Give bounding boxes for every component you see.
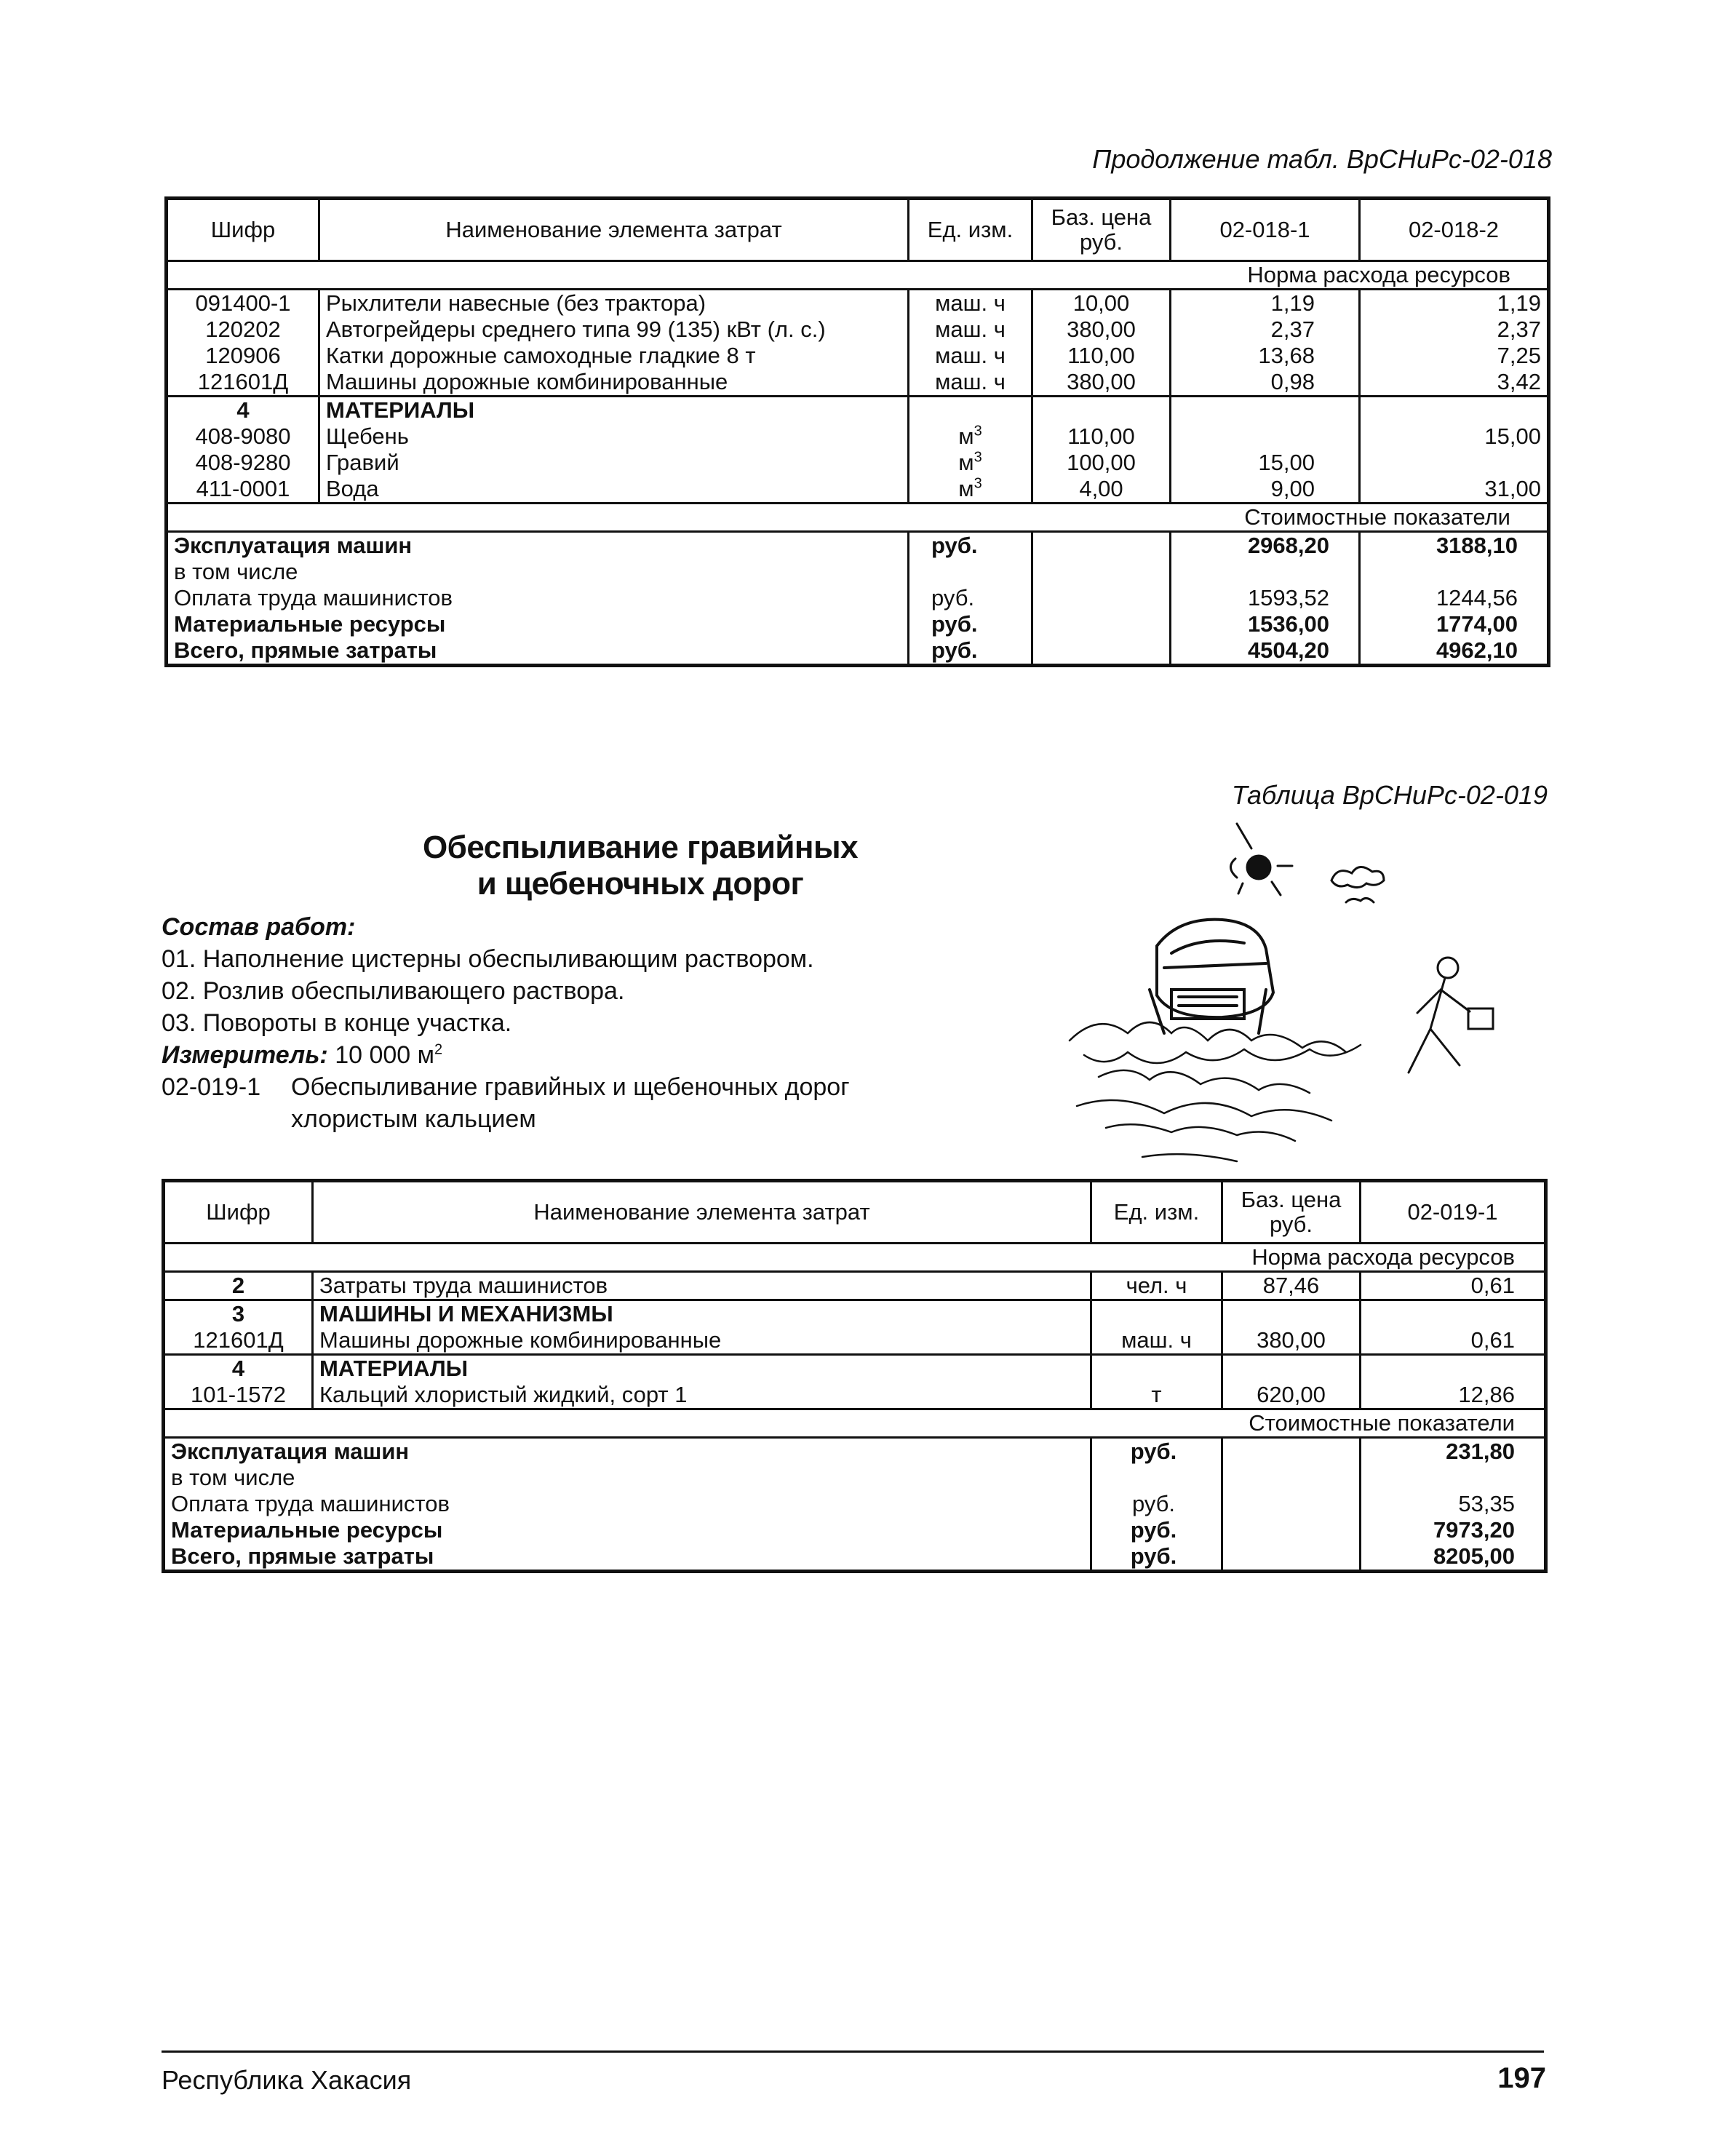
cell-name: Гравий bbox=[319, 450, 909, 476]
cell-name: Щебень bbox=[319, 423, 909, 450]
cell-unit: маш. ч bbox=[909, 290, 1032, 317]
cell-value-1: 1,19 bbox=[1171, 290, 1360, 317]
cell-value-2: 2,37 bbox=[1360, 317, 1549, 343]
table1-norm-row bbox=[167, 261, 1549, 290]
summary-name: Эксплуатация машин bbox=[167, 532, 909, 560]
summary-value-1: 4504,20 bbox=[1171, 637, 1360, 666]
cell-price: 10,00 bbox=[1032, 290, 1171, 317]
cell-value-1 bbox=[1361, 1355, 1546, 1383]
cell-price: 110,00 bbox=[1032, 343, 1171, 369]
table-row bbox=[164, 1355, 1546, 1383]
summary-row bbox=[167, 559, 1549, 585]
summary-row bbox=[164, 1543, 1546, 1572]
item-desc bbox=[291, 1071, 850, 1135]
header-col2: 02-018-2 bbox=[1360, 199, 1549, 261]
running-man-icon bbox=[1409, 958, 1493, 1073]
summary-value-1: 231,80 bbox=[1361, 1438, 1546, 1465]
cell-price bbox=[1222, 1355, 1361, 1383]
header-code: Шифр bbox=[167, 199, 319, 261]
summary-name: Всего, прямые затраты bbox=[164, 1543, 1091, 1572]
table-02-019 bbox=[162, 1179, 1548, 1573]
work-description bbox=[162, 911, 850, 1135]
cell-price bbox=[1222, 1438, 1361, 1465]
cost-label: Стоимостные показатели bbox=[1171, 504, 1549, 532]
footer-divider bbox=[162, 2050, 1544, 2053]
cell-unit bbox=[909, 397, 1032, 424]
table1-materials bbox=[167, 397, 1549, 504]
summary-value-1: 1593,52 bbox=[1171, 585, 1360, 611]
summary-value-1: 53,35 bbox=[1361, 1491, 1546, 1517]
cell-value-2 bbox=[1360, 397, 1549, 424]
summary-row bbox=[164, 1465, 1546, 1491]
summary-unit bbox=[1091, 1465, 1222, 1491]
table1-cost-row bbox=[167, 504, 1549, 532]
item-code: 02-019-1 bbox=[162, 1073, 261, 1101]
item-line bbox=[162, 1071, 850, 1135]
cell-code: 3 bbox=[164, 1300, 313, 1328]
table-row bbox=[167, 423, 1549, 450]
cell-code: 121601Д bbox=[164, 1327, 313, 1355]
unit-sup: 3 bbox=[974, 423, 982, 439]
meter-label: Измеритель: bbox=[162, 1041, 328, 1069]
header-price: Баз. цена руб. bbox=[1222, 1181, 1361, 1244]
summary-value-2 bbox=[1360, 559, 1549, 585]
cell-value-1 bbox=[1171, 423, 1360, 450]
truck-icon bbox=[1150, 920, 1273, 1033]
table1-summary bbox=[167, 532, 1549, 666]
summary-row bbox=[167, 532, 1549, 560]
cell-unit bbox=[909, 423, 1032, 450]
cell-code: 120202 bbox=[167, 317, 319, 343]
summary-value-2: 4962,10 bbox=[1360, 637, 1549, 666]
summary-value-2: 3188,10 bbox=[1360, 532, 1549, 560]
cell-price bbox=[1032, 611, 1171, 637]
cell-value-1: 2,37 bbox=[1171, 317, 1360, 343]
cell-value-1: 9,00 bbox=[1171, 476, 1360, 504]
table-row bbox=[167, 290, 1549, 317]
summary-unit: руб. bbox=[1091, 1491, 1222, 1517]
table2-cost-row bbox=[164, 1409, 1546, 1438]
cell-code: 120906 bbox=[167, 343, 319, 369]
unit-text: м bbox=[958, 450, 974, 475]
cell-code: 2 bbox=[164, 1272, 313, 1300]
table-row bbox=[167, 369, 1549, 397]
table-row bbox=[164, 1300, 1546, 1328]
footer-region: Республика Хакасия bbox=[162, 2065, 412, 2095]
cell-unit: чел. ч bbox=[1091, 1272, 1222, 1300]
cloud-icon bbox=[1331, 867, 1384, 902]
title-line1: Обеспыливание гравийных bbox=[422, 830, 859, 865]
header-col1: 02-019-1 bbox=[1361, 1181, 1546, 1244]
table-row bbox=[167, 450, 1549, 476]
title-line2: и щебеночных дорог bbox=[477, 866, 804, 902]
summary-value-1 bbox=[1171, 559, 1360, 585]
table1-header-row bbox=[167, 199, 1549, 261]
cell-value-1: 15,00 bbox=[1171, 450, 1360, 476]
table2-rows bbox=[164, 1272, 1546, 1409]
summary-row bbox=[167, 637, 1549, 666]
work-item: 02. Розлив обеспыливающего раствора. bbox=[162, 977, 625, 1005]
cell-unit bbox=[909, 450, 1032, 476]
table2-summary bbox=[164, 1438, 1546, 1572]
summary-name: Всего, прямые затраты bbox=[167, 637, 909, 666]
summary-row bbox=[167, 585, 1549, 611]
summary-unit: руб. bbox=[1091, 1438, 1222, 1465]
summary-value-2: 1774,00 bbox=[1360, 611, 1549, 637]
sun-icon bbox=[1230, 824, 1292, 895]
table-02-018 bbox=[164, 196, 1550, 667]
cell-code: 408-9080 bbox=[167, 423, 319, 450]
cell-value-1: 0,98 bbox=[1171, 369, 1360, 397]
cell-price: 4,00 bbox=[1032, 476, 1171, 504]
cell-price bbox=[1032, 532, 1171, 560]
header-price: Баз. цена руб. bbox=[1032, 199, 1171, 261]
table-row bbox=[167, 343, 1549, 369]
cell-price: 620,00 bbox=[1222, 1382, 1361, 1409]
header-unit: Ед. изм. bbox=[909, 199, 1032, 261]
cell-name: МАШИНЫ И МЕХАНИЗМЫ bbox=[313, 1300, 1091, 1328]
table1-machines bbox=[167, 290, 1549, 397]
cell-name: Автогрейдеры среднего типа 99 (135) кВт (л. с.) bbox=[319, 317, 909, 343]
table2-norm-row bbox=[164, 1244, 1546, 1272]
table2-header-row bbox=[164, 1181, 1546, 1244]
meter-line bbox=[162, 1039, 850, 1071]
header-name: Наименование элемента затрат bbox=[319, 199, 909, 261]
header-name: Наименование элемента затрат bbox=[313, 1181, 1091, 1244]
summary-unit: руб. bbox=[909, 637, 1032, 666]
cell-name: Затраты труда машинистов bbox=[313, 1272, 1091, 1300]
cell-price: 380,00 bbox=[1222, 1327, 1361, 1355]
cell-name: Катки дорожные самоходные гладкие 8 т bbox=[319, 343, 909, 369]
cell-value-1 bbox=[1171, 397, 1360, 424]
cell-unit: маш. ч bbox=[1091, 1327, 1222, 1355]
cell-code: 4 bbox=[164, 1355, 313, 1383]
cell-value-2 bbox=[1360, 450, 1549, 476]
summary-row bbox=[164, 1438, 1546, 1465]
page-number: 197 bbox=[1497, 2062, 1546, 2094]
cell-price bbox=[1222, 1465, 1361, 1491]
work-item: 03. Повороты в конце участка. bbox=[162, 1009, 512, 1037]
cell-value-2: 7,25 bbox=[1360, 343, 1549, 369]
cell-value-1: 0,61 bbox=[1361, 1272, 1546, 1300]
cell-price: 100,00 bbox=[1032, 450, 1171, 476]
cell-name: Машины дорожные комбинированные bbox=[313, 1327, 1091, 1355]
cell-value-1 bbox=[1361, 1300, 1546, 1328]
cell-price bbox=[1222, 1517, 1361, 1543]
cell-value-2: 15,00 bbox=[1360, 423, 1549, 450]
cell-price: 380,00 bbox=[1032, 317, 1171, 343]
cell-code: 408-9280 bbox=[167, 450, 319, 476]
summary-value-1: 8205,00 bbox=[1361, 1543, 1546, 1572]
cell-price bbox=[1032, 637, 1171, 666]
summary-value-1: 1536,00 bbox=[1171, 611, 1360, 637]
cell-price: 87,46 bbox=[1222, 1272, 1361, 1300]
cell-value-2: 1,19 bbox=[1360, 290, 1549, 317]
meter-value: 10 000 м bbox=[335, 1041, 435, 1069]
summary-unit: руб. bbox=[1091, 1517, 1222, 1543]
cell-code: 411-0001 bbox=[167, 476, 319, 504]
cell-code: 101-1572 bbox=[164, 1382, 313, 1409]
cost-label: Стоимостные показатели bbox=[1222, 1409, 1546, 1438]
table1-caption: Продолжение табл. ВрСНиРс-02-018 bbox=[1092, 144, 1552, 174]
cell-unit: маш. ч bbox=[909, 343, 1032, 369]
cell-price bbox=[1032, 585, 1171, 611]
meter-sup: 2 bbox=[434, 1041, 443, 1058]
cell-unit: т bbox=[1091, 1382, 1222, 1409]
cell-name: Машины дорожные комбинированные bbox=[319, 369, 909, 397]
cell-name: Вода bbox=[319, 476, 909, 504]
group-name: МАТЕРИАЛЫ bbox=[319, 397, 909, 424]
cell-name: Рыхлители навесные (без трактора) bbox=[319, 290, 909, 317]
cell-price: 380,00 bbox=[1032, 369, 1171, 397]
unit-text: м bbox=[958, 423, 974, 449]
dust-cloud bbox=[1070, 1022, 1361, 1161]
cell-name: Кальций хлористый жидкий, сорт 1 bbox=[313, 1382, 1091, 1409]
summary-name: Эксплуатация машин bbox=[164, 1438, 1091, 1465]
cell-value-1: 0,61 bbox=[1361, 1327, 1546, 1355]
header-code: Шифр bbox=[164, 1181, 313, 1244]
summary-value-1: 2968,20 bbox=[1171, 532, 1360, 560]
header-col1: 02-018-1 bbox=[1171, 199, 1360, 261]
work-item: 01. Наполнение цистерны обеспыливающим раствором. bbox=[162, 945, 814, 973]
table-row bbox=[164, 1272, 1546, 1300]
summary-unit bbox=[909, 559, 1032, 585]
cell-name: МАТЕРИАЛЫ bbox=[313, 1355, 1091, 1383]
summary-unit: руб. bbox=[909, 585, 1032, 611]
summary-name: Оплата труда машинистов bbox=[164, 1491, 1091, 1517]
summary-name: в том числе bbox=[164, 1465, 1091, 1491]
table-row bbox=[164, 1382, 1546, 1409]
summary-row bbox=[164, 1491, 1546, 1517]
road-machine-illustration bbox=[1040, 822, 1535, 1179]
summary-row bbox=[167, 611, 1549, 637]
cell-price bbox=[1222, 1543, 1361, 1572]
cell-unit bbox=[1091, 1355, 1222, 1383]
header-unit: Ед. изм. bbox=[1091, 1181, 1222, 1244]
cell-unit bbox=[909, 476, 1032, 504]
table-row bbox=[164, 1327, 1546, 1355]
cell-price: 110,00 bbox=[1032, 423, 1171, 450]
summary-unit: руб. bbox=[1091, 1543, 1222, 1572]
work-heading: Состав работ: bbox=[162, 913, 356, 941]
summary-name: Материальные ресурсы bbox=[167, 611, 909, 637]
cell-unit: маш. ч bbox=[909, 317, 1032, 343]
summary-name: Материальные ресурсы bbox=[164, 1517, 1091, 1543]
table-row bbox=[167, 476, 1549, 504]
cell-price bbox=[1222, 1300, 1361, 1328]
table-row bbox=[167, 317, 1549, 343]
cell-price bbox=[1032, 397, 1171, 424]
summary-unit: руб. bbox=[909, 611, 1032, 637]
summary-value-1: 7973,20 bbox=[1361, 1517, 1546, 1543]
norm-label: Норма расхода ресурсов bbox=[1222, 1244, 1546, 1272]
cell-price bbox=[1222, 1491, 1361, 1517]
cell-value-2: 3,42 bbox=[1360, 369, 1549, 397]
cell-value-1: 12,86 bbox=[1361, 1382, 1546, 1409]
cell-value-1: 13,68 bbox=[1171, 343, 1360, 369]
cell-unit bbox=[1091, 1300, 1222, 1328]
cell-code: 121601Д bbox=[167, 369, 319, 397]
cell-value-2: 31,00 bbox=[1360, 476, 1549, 504]
summary-name: Оплата труда машинистов bbox=[167, 585, 909, 611]
table2-caption: Таблица ВрСНиРс-02-019 bbox=[1231, 780, 1548, 810]
summary-unit: руб. bbox=[909, 532, 1032, 560]
unit-sup: 3 bbox=[974, 475, 982, 492]
cell-price bbox=[1032, 559, 1171, 585]
summary-row bbox=[164, 1517, 1546, 1543]
unit-text: м bbox=[958, 476, 974, 501]
summary-value-2: 1244,56 bbox=[1360, 585, 1549, 611]
summary-name: в том числе bbox=[167, 559, 909, 585]
group-code: 4 bbox=[167, 397, 319, 424]
unit-sup: 3 bbox=[974, 449, 982, 466]
section-title bbox=[386, 830, 895, 902]
group-row bbox=[167, 397, 1549, 424]
item-desc-line2: хлористым кальцием bbox=[291, 1105, 536, 1133]
cell-code: 091400-1 bbox=[167, 290, 319, 317]
cell-unit: маш. ч bbox=[909, 369, 1032, 397]
norm-label: Норма расхода ресурсов bbox=[1171, 261, 1549, 290]
item-desc-line1: Обеспыливание гравийных и щебеночных дорог bbox=[291, 1073, 850, 1101]
summary-value-1 bbox=[1361, 1465, 1546, 1491]
